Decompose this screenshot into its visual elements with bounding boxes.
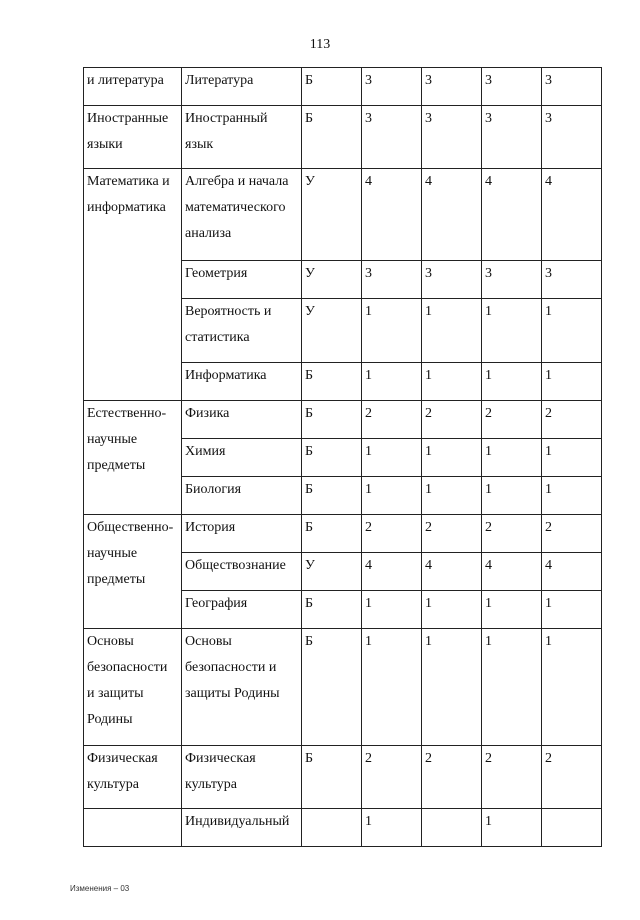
level-cell: У — [302, 261, 362, 299]
table-row — [84, 629, 602, 746]
level-cell: Б — [302, 106, 362, 169]
hours-cell: 4 — [362, 169, 422, 261]
level-cell: Б — [302, 591, 362, 629]
level-cell: Б — [302, 477, 362, 515]
hours-cell: 4 — [422, 169, 482, 261]
hours-cell: 1 — [542, 477, 602, 515]
hours-cell: 1 — [542, 363, 602, 401]
hours-cell — [542, 809, 602, 847]
subject-area-cell: Основы безопасности и защиты Родины — [84, 629, 182, 746]
subject-cell: Биология — [182, 477, 302, 515]
subject-area-cell: Иностранные языки — [84, 106, 182, 169]
subject-cell: География — [182, 591, 302, 629]
level-cell: У — [302, 553, 362, 591]
subject-cell: История — [182, 515, 302, 553]
hours-cell: 1 — [482, 629, 542, 746]
subject-cell: Химия — [182, 439, 302, 477]
level-cell: У — [302, 299, 362, 363]
hours-cell: 3 — [482, 261, 542, 299]
table-row — [84, 809, 602, 847]
hours-cell: 1 — [542, 439, 602, 477]
hours-cell — [422, 809, 482, 847]
hours-cell: 1 — [362, 629, 422, 746]
level-cell: Б — [302, 68, 362, 106]
subject-cell: Геометрия — [182, 261, 302, 299]
subject-cell: Литература — [182, 68, 302, 106]
subject-cell: Информатика — [182, 363, 302, 401]
curriculum-table — [83, 67, 602, 847]
hours-cell: 3 — [542, 261, 602, 299]
subject-area-cell: и литература — [84, 68, 182, 106]
hours-cell: 1 — [422, 363, 482, 401]
subject-area-cell: Общественно-научные предметы — [84, 515, 182, 629]
hours-cell: 1 — [362, 591, 422, 629]
hours-cell: 1 — [362, 439, 422, 477]
hours-cell: 2 — [482, 401, 542, 439]
hours-cell: 1 — [362, 809, 422, 847]
subject-cell: Вероятность и статистика — [182, 299, 302, 363]
hours-cell: 4 — [542, 553, 602, 591]
hours-cell: 1 — [482, 809, 542, 847]
subject-cell: Физика — [182, 401, 302, 439]
hours-cell: 1 — [542, 299, 602, 363]
hours-cell: 2 — [482, 746, 542, 809]
hours-cell: 3 — [422, 261, 482, 299]
hours-cell: 1 — [542, 591, 602, 629]
page-number: 113 — [309, 37, 331, 52]
table-row — [84, 169, 602, 261]
hours-cell: 2 — [362, 746, 422, 809]
hours-cell: 4 — [422, 553, 482, 591]
hours-cell: 3 — [542, 68, 602, 106]
table-row — [84, 68, 602, 106]
subject-cell: Индивидуальный — [182, 809, 302, 847]
hours-cell: 1 — [422, 477, 482, 515]
hours-cell: 1 — [362, 299, 422, 363]
subject-area-cell: Математика и информатика — [84, 169, 182, 401]
subject-area-cell: Естественно-научные предметы — [84, 401, 182, 515]
hours-cell: 2 — [542, 746, 602, 809]
level-cell: Б — [302, 401, 362, 439]
subject-cell: Обществознание — [182, 553, 302, 591]
table-row — [84, 106, 602, 169]
hours-cell: 3 — [422, 68, 482, 106]
table-row — [84, 515, 602, 553]
table-row — [84, 401, 602, 439]
hours-cell: 1 — [362, 363, 422, 401]
hours-cell: 1 — [362, 477, 422, 515]
hours-cell: 1 — [482, 363, 542, 401]
hours-cell: 2 — [422, 515, 482, 553]
level-cell: Б — [302, 439, 362, 477]
hours-cell: 2 — [422, 746, 482, 809]
hours-cell: 1 — [422, 591, 482, 629]
hours-cell: 2 — [482, 515, 542, 553]
level-cell: Б — [302, 746, 362, 809]
hours-cell: 1 — [422, 629, 482, 746]
subject-cell: Физическая культура — [182, 746, 302, 809]
table-row — [84, 746, 602, 809]
hours-cell: 2 — [542, 401, 602, 439]
hours-cell: 4 — [542, 169, 602, 261]
hours-cell: 1 — [542, 629, 602, 746]
level-cell: Б — [302, 363, 362, 401]
hours-cell: 1 — [482, 591, 542, 629]
hours-cell: 3 — [482, 106, 542, 169]
hours-cell: 1 — [482, 299, 542, 363]
hours-cell: 2 — [362, 515, 422, 553]
hours-cell: 4 — [482, 169, 542, 261]
hours-cell: 4 — [482, 553, 542, 591]
footer-revision-note: Изменения – 03 — [70, 884, 130, 893]
hours-cell: 2 — [542, 515, 602, 553]
hours-cell: 1 — [422, 299, 482, 363]
hours-cell: 3 — [422, 106, 482, 169]
subject-cell: Алгебра и начала математического анализа — [182, 169, 302, 261]
subject-cell: Основы безопасности и защиты Родины — [182, 629, 302, 746]
level-cell: У — [302, 169, 362, 261]
hours-cell: 2 — [422, 401, 482, 439]
hours-cell: 3 — [542, 106, 602, 169]
hours-cell: 1 — [422, 439, 482, 477]
subject-area-cell — [84, 809, 182, 847]
hours-cell: 3 — [362, 261, 422, 299]
subject-cell: Иностранный язык — [182, 106, 302, 169]
hours-cell: 3 — [362, 106, 422, 169]
hours-cell: 1 — [482, 477, 542, 515]
hours-cell: 2 — [362, 401, 422, 439]
hours-cell: 4 — [362, 553, 422, 591]
hours-cell: 1 — [482, 439, 542, 477]
subject-area-cell: Физическая культура — [84, 746, 182, 809]
hours-cell: 3 — [362, 68, 422, 106]
hours-cell: 3 — [482, 68, 542, 106]
level-cell: Б — [302, 629, 362, 746]
level-cell: Б — [302, 515, 362, 553]
level-cell — [302, 809, 362, 847]
